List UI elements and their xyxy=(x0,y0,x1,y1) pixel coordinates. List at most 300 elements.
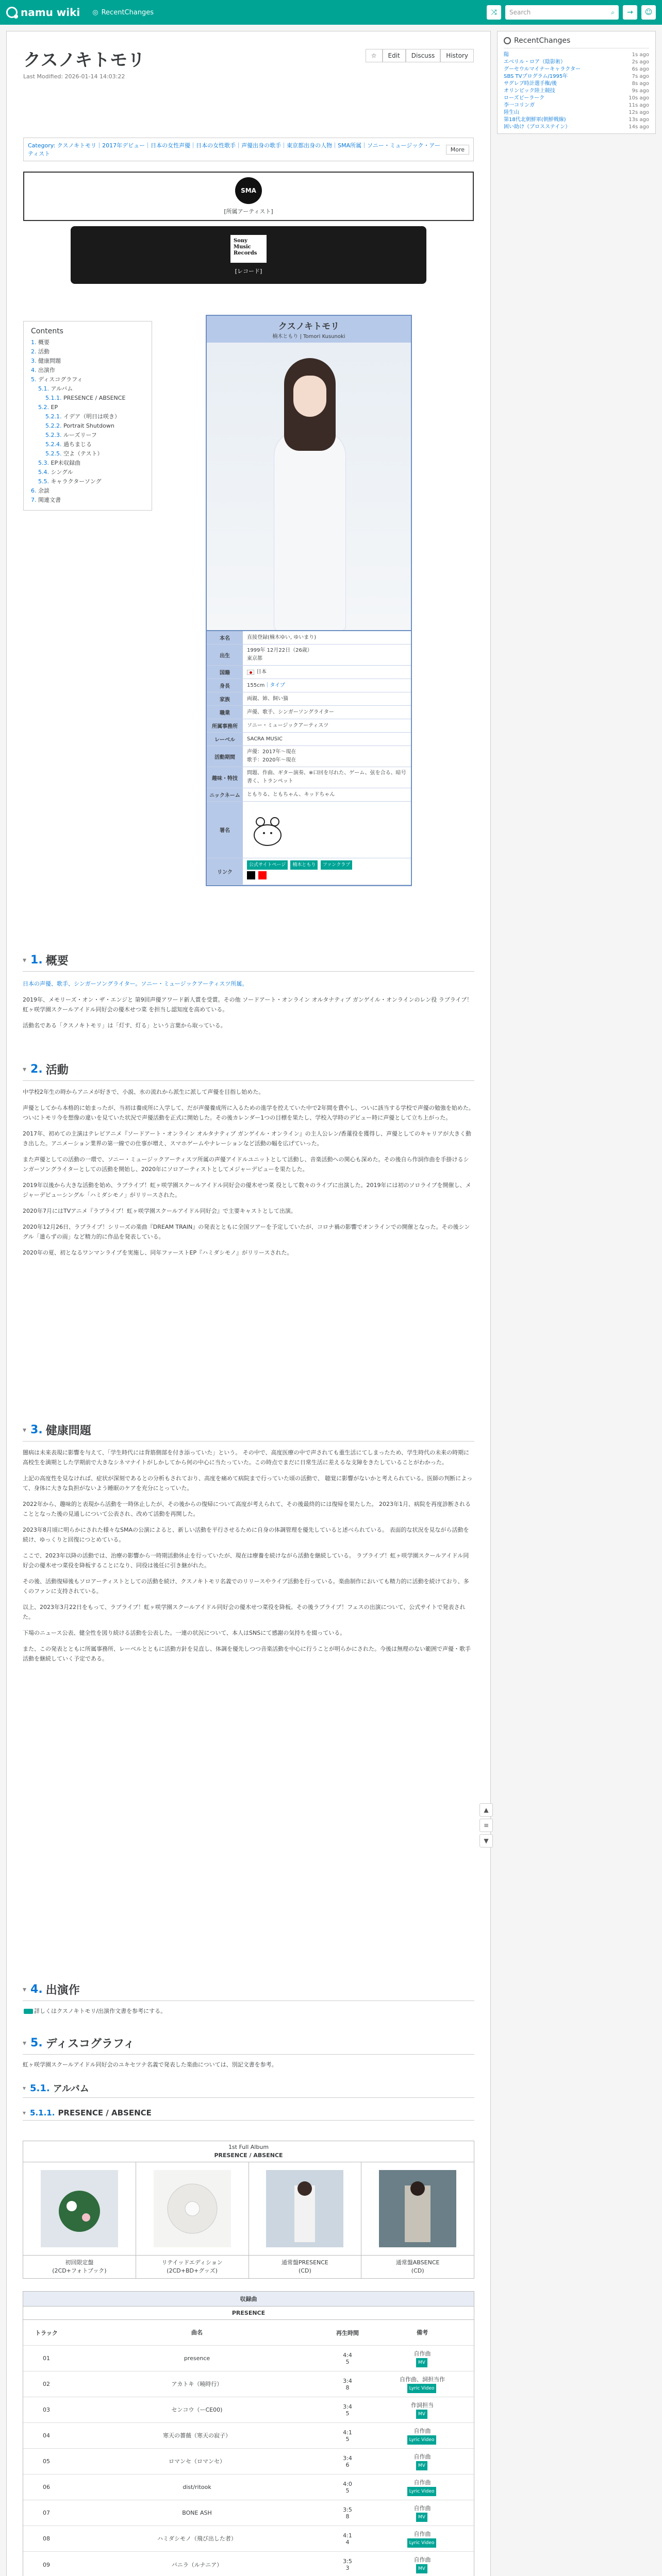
album-title: PRESENCE / ABSENCE xyxy=(214,2152,283,2159)
track-number: 04 xyxy=(43,2432,50,2439)
toc-label: ルーズリーフ xyxy=(63,432,97,438)
toc-label: 過ちまじる xyxy=(63,441,92,448)
toc-number[interactable]: 4. xyxy=(31,367,37,374)
toc-number[interactable]: 5.1.1. xyxy=(45,395,62,401)
sidebar-item-time: 14s ago xyxy=(628,124,649,130)
title-tools xyxy=(366,49,474,62)
sidebar-item-title[interactable]: 第18代北朝鮮軍(朝鮮戦線) xyxy=(504,117,566,123)
track-name: 寒天の薔薇（寒天の寂子） xyxy=(163,2432,231,2439)
mv-link[interactable]: MV xyxy=(416,2358,427,2367)
paragraph: 上記の高度性を見なければ、症状が深刻であるとの分析もされており、高度を痛めて病院まで行っていた頃の活動で、 聴覚に影響がないかと考えられている。医師の判断によって、身体に大きな負担がないよう睡眠のケアを充分にとっていた。 xyxy=(23,1475,473,1492)
infobox-links xyxy=(243,858,411,885)
infobox-key: リンク xyxy=(207,858,243,885)
toc-number[interactable]: 5.4. xyxy=(38,469,49,476)
profile-photo[interactable] xyxy=(207,343,411,631)
infobox-value: ソニー・ミュージックアーティスツ xyxy=(247,722,329,728)
table-row xyxy=(23,2500,474,2526)
last-modified: Last Modified: 2026-01-14 14:03:22 xyxy=(23,73,125,80)
sidebar-item-title[interactable]: SBS TVプログラム/1995年 xyxy=(504,74,568,79)
infobox-row xyxy=(207,666,411,679)
toc-number[interactable]: 5. xyxy=(31,376,37,383)
infobox-value-2: 東京都 xyxy=(247,656,262,662)
track-note-text: 作詞担当 xyxy=(411,2401,434,2409)
album-type: 1st Full Album xyxy=(228,2144,269,2150)
x-icon[interactable] xyxy=(247,871,255,879)
album-cover-image xyxy=(379,2170,456,2247)
paragraph: また声優としての活動の一環で、ソニー・ミュージックアーティスツ所属の声優アイドルユニットとして活動し、音楽活動への関心も深めた。その後自ら作詞作曲を手掛けるシンガーソングライターとしての活動を開始し、2020年にソロアーティストとしてメジャーデビューを果たした。 xyxy=(23,1156,469,1173)
search-icon[interactable]: ⌕ xyxy=(611,8,615,16)
toc-item[interactable] xyxy=(31,440,144,449)
cover-label: 初回限定盤 (2CD+フォトブック) xyxy=(23,2256,136,2278)
toc-item[interactable] xyxy=(31,375,144,384)
album-covers xyxy=(23,2162,474,2256)
track-time: 3:5 3 xyxy=(343,2558,352,2571)
infobox-value: 両親、姉、飼い猫 xyxy=(247,696,288,702)
cover-label: リテイッドエディション (2CD+BD+グッズ) xyxy=(136,2256,249,2278)
sidebar-item[interactable] xyxy=(504,102,649,109)
sidebar-item-time: 13s ago xyxy=(628,117,649,123)
album-cover-image xyxy=(154,2170,231,2247)
infobox-key: 職業 xyxy=(207,706,243,719)
sidebar-item[interactable] xyxy=(504,124,649,131)
recent-changes-sidebar xyxy=(497,31,656,134)
paragraph: 日本の声優、歌手、シンガーソングライター。ソニー・ミュージックアーティスツ所属。 xyxy=(23,980,248,987)
table-row xyxy=(23,2475,474,2500)
sidebar-item-time: 2s ago xyxy=(632,59,649,65)
track-note xyxy=(371,2453,474,2470)
toc-number[interactable]: 5.5. xyxy=(38,478,49,485)
toc-label: 健康問題 xyxy=(38,358,61,364)
toc-label: キャラクターソング xyxy=(51,478,102,485)
sma-logo[interactable]: SMA xyxy=(235,177,262,204)
album-cover-image xyxy=(41,2170,118,2247)
signature-image xyxy=(243,802,411,858)
search-input[interactable] xyxy=(505,5,619,20)
toc-item[interactable] xyxy=(31,338,144,347)
infobox-value: 声優：2017年〜現在 xyxy=(247,749,296,755)
paragraph: 中学校2年生の時からアニメが好きで、小説、水の流れから派生に派して声優を目指し始めた。 xyxy=(23,1089,264,1095)
track-time: 4:0 5 xyxy=(343,2480,352,2494)
track-number: 08 xyxy=(43,2535,50,2542)
section-number[interactable]: 1. xyxy=(30,954,43,967)
toc-number[interactable]: 5.2.2. xyxy=(45,422,62,429)
infobox-key: 趣味・特技 xyxy=(207,767,243,788)
track-name: dist/ritook xyxy=(183,2484,211,2490)
sidebar-item-time: 9s ago xyxy=(632,88,649,94)
cover-label: 通常盤ABSENCE (CD) xyxy=(395,2259,440,2274)
section-number[interactable]: 5. xyxy=(30,2037,43,2049)
infobox-value: 155cm xyxy=(247,682,265,688)
infobox-name: クスノキトモリ xyxy=(278,321,340,332)
track-note-text: 自作曲 xyxy=(413,2504,431,2512)
fold-icon[interactable]: ▾ xyxy=(23,1426,27,1434)
person-figure xyxy=(263,358,356,631)
sidebar-title xyxy=(504,37,649,48)
toc-number[interactable]: 2. xyxy=(31,348,37,355)
paragraph: 虹ヶ咲学園スクールアイドル同好会のユキセツナ名義で発表した楽曲については、別記文書を参考。 xyxy=(23,2061,277,2068)
infobox-row xyxy=(207,767,411,788)
track-time: 4:1 5 xyxy=(343,2429,352,2443)
table-of-contents xyxy=(23,321,152,511)
random-button[interactable] xyxy=(487,5,501,20)
infobox-value: 日本 xyxy=(256,669,267,675)
section-title: 健康問題 xyxy=(45,1425,91,1437)
infobox-value: 1999年 12月22日（26歳） xyxy=(247,648,312,653)
infobox-key: 出生 xyxy=(207,645,243,665)
category-more-button[interactable]: More xyxy=(446,145,469,155)
paragraph: ここで、2023年以降の活動では、治療の影響から一時期活動休止を行っていたが、現在は療養を続けながら活動を継続している。 ラブライブ！虹ヶ咲学園スクールアイドル同好会の優木せつ菜役を降板することになり、同役は後任に引き継がれた。 xyxy=(23,1552,469,1569)
toc-label: 関連文書 xyxy=(38,497,61,503)
toc-number[interactable]: 5.2. xyxy=(38,404,49,411)
youtube-icon[interactable] xyxy=(258,871,267,879)
track-note-text: 自作曲 xyxy=(413,2479,431,2486)
japan-flag-icon xyxy=(247,670,254,675)
infobox xyxy=(206,315,412,886)
toc-label: 出演作 xyxy=(38,367,55,374)
infobox-value: ともりる、ともちゃん、キッドちゃん xyxy=(247,791,335,798)
track-number: 09 xyxy=(43,2561,50,2568)
clock-icon xyxy=(504,37,511,44)
scroll-top-button[interactable] xyxy=(479,1803,493,1817)
toc-toggle-button[interactable] xyxy=(479,1819,493,1832)
infobox-name-sub: 楠木ともり | Tomori Kusunoki xyxy=(272,334,345,340)
user-icon: ☺ xyxy=(644,8,653,16)
subsection-heading-presence[interactable] xyxy=(23,2108,474,2121)
table-row xyxy=(23,2371,474,2397)
toc-item[interactable] xyxy=(31,459,144,468)
sidebar-item-time: 12s ago xyxy=(628,110,649,115)
sidebar-item-title[interactable]: 陸生山 xyxy=(504,110,519,115)
toc-item[interactable] xyxy=(31,347,144,357)
toc-item[interactable] xyxy=(31,468,144,477)
album-header xyxy=(23,2141,474,2162)
appearance-text xyxy=(23,2006,474,2022)
section-heading-activity[interactable] xyxy=(23,1061,474,1081)
infobox-value: 声優、歌手、シンガーソングライター xyxy=(247,709,334,715)
agency-caption: [所属アーティスト] xyxy=(224,208,273,215)
toc-item[interactable] xyxy=(31,394,144,403)
toc-item[interactable] xyxy=(31,431,144,440)
track-note xyxy=(371,2350,474,2367)
toc-number[interactable]: 5.3. xyxy=(38,460,49,466)
table-row xyxy=(23,2526,474,2552)
paragraph: 2019年以後から大きな活動を始め、ラブライブ！虹ヶ咲学園スクールアイドル同好会の優木せつ菜 役として数々のライブに出演した。2019年には初のソロライブを開催し、メジャーデビューシングル「ハミダシモノ」がリリースされた。 xyxy=(23,1182,471,1198)
category-bar xyxy=(23,138,474,161)
track-time: 3:4 5 xyxy=(343,2403,352,2417)
sidebar-item[interactable] xyxy=(504,80,649,88)
paragraph: 2023年8月頃に明らかにされた様々なSMAの公演によると、新しい活動を平行させるために自身の体調管理を優先していると述べられている。 表面的な状況を見ながら活動を続け、ゆっくりと回復につとめている。 xyxy=(23,1527,469,1543)
toc-label: 活動 xyxy=(38,348,49,355)
infobox-row xyxy=(207,746,411,767)
col-header: トラック xyxy=(35,2329,58,2336)
info-icon xyxy=(24,2009,33,2014)
label-logo[interactable]: Sony Music Records xyxy=(230,235,267,263)
star-button[interactable]: ☆ xyxy=(366,49,383,62)
link-official[interactable]: 公式サイトページ xyxy=(247,860,288,870)
paragraph: その後、活動復帰後もソロアーティストとしての活動を続け、クスノキトモリ名義でのリリースやライブ活動を行っている。楽曲制作においても精力的に活動を続けており、多くのファンに支持されている。 xyxy=(23,1578,469,1595)
subsection-heading-album[interactable] xyxy=(23,2081,474,2098)
toc-item[interactable] xyxy=(31,449,144,459)
toc-item[interactable] xyxy=(31,412,144,421)
cover-limited-edition[interactable] xyxy=(136,2162,249,2255)
search-go-button[interactable] xyxy=(623,5,637,20)
sidebar-item[interactable] xyxy=(504,52,649,59)
toc-label: PRESENCE / ABSENCE xyxy=(63,395,126,401)
mv-link[interactable]: MV xyxy=(416,2410,427,2419)
paragraph: 2020年の夏、初となるワンマンライブを実施し、同年ファーストEP『ハミダシモノ』がリリースされた。 xyxy=(23,1249,293,1256)
toc-number[interactable]: 5.2.4. xyxy=(45,441,62,448)
track-table-header xyxy=(23,2320,474,2346)
health-text xyxy=(23,1448,474,1670)
sidebar-item[interactable] xyxy=(504,66,649,73)
sidebar-item-time: 8s ago xyxy=(632,81,649,87)
sidebar-item-title[interactable]: 困い助け（ブロスステイン） xyxy=(504,124,571,130)
track-time: 3:4 6 xyxy=(343,2454,352,2468)
track-note xyxy=(371,2376,474,2393)
mv-link[interactable]: MV xyxy=(416,2564,427,2573)
sidebar-item[interactable] xyxy=(504,109,649,116)
sidebar-item[interactable] xyxy=(504,116,649,124)
shuffle-icon: ⤨ xyxy=(491,8,497,16)
infobox-row-links xyxy=(207,858,411,885)
sidebar-item-title[interactable]: 陽 xyxy=(504,52,509,58)
link-fanclub[interactable]: ファンクラブ xyxy=(321,860,353,870)
site-logo[interactable] xyxy=(6,6,80,19)
toc-number[interactable]: 1. xyxy=(31,339,37,346)
track-note-text: 自作曲 xyxy=(413,2427,431,2434)
sidebar-item-time: 10s ago xyxy=(628,95,649,101)
infobox-row xyxy=(207,788,411,802)
scroll-bottom-button[interactable] xyxy=(479,1834,493,1848)
track-note xyxy=(371,2530,474,2548)
logo-text: namu wiki xyxy=(21,6,80,19)
track-note xyxy=(371,2479,474,2496)
track-name: presence xyxy=(184,2355,210,2362)
track-name: アカトキ（曉時行） xyxy=(171,2381,223,2387)
toc-item[interactable] xyxy=(31,477,144,486)
cover-label: 通常盤PRESENCE (CD) xyxy=(249,2256,362,2278)
mv-link[interactable]: Lyric Video xyxy=(407,2538,437,2548)
track-note-text: 自作曲 xyxy=(413,2530,431,2537)
paragraph: 以上、2023年3月22日をもって、ラブライブ！虹ヶ咲学園スクールアイドル同好会の優木せつ菜役を降板。その後ラブライブ！フェスの出演について、公式サイトで発表された。 xyxy=(23,1604,466,1620)
track-note-text: 自作曲 xyxy=(413,2453,431,2460)
section-number[interactable]: 5.1.1. xyxy=(30,2108,55,2117)
track-time: 4:4 5 xyxy=(343,2351,352,2365)
track-note-text: 自作曲、詞担当作 xyxy=(400,2376,445,2383)
track-table-subtitle: PRESENCE xyxy=(23,2307,474,2320)
toc-label: シングル xyxy=(51,469,73,476)
fold-icon[interactable]: ▾ xyxy=(23,2039,27,2047)
cover-absence[interactable] xyxy=(361,2162,474,2255)
toc-number[interactable]: 6. xyxy=(31,487,37,494)
infobox-row xyxy=(207,692,411,706)
compass-icon: ◎ xyxy=(92,8,98,16)
toc-item[interactable] xyxy=(31,486,144,496)
signature-icon xyxy=(247,809,288,851)
track-number: 07 xyxy=(43,2510,50,2516)
infobox-value: 直接登録(楠木ゆい, ゆいまり) xyxy=(247,634,317,640)
sidebar-item-time: 6s ago xyxy=(632,66,649,72)
toc-label: 概要 xyxy=(38,339,49,346)
toc-item[interactable] xyxy=(31,496,144,505)
cover-presence[interactable] xyxy=(249,2162,362,2255)
sidebar-item[interactable] xyxy=(504,95,649,102)
section-number[interactable]: 2. xyxy=(30,1063,43,1076)
sidebar-item-time: 1s ago xyxy=(632,52,649,58)
discuss-button[interactable]: Discuss xyxy=(406,49,441,62)
toc-label: ディスコグラフィ xyxy=(38,376,83,383)
agency-banner xyxy=(23,172,474,221)
sidebar-item[interactable] xyxy=(504,59,649,66)
sidebar-item-title[interactable]: オリンピック陸上競技 xyxy=(504,88,555,94)
track-number: 05 xyxy=(43,2458,50,2465)
toc-item[interactable] xyxy=(31,357,144,366)
sidebar-item[interactable] xyxy=(504,88,649,95)
section-number[interactable]: 5.1. xyxy=(30,2082,50,2094)
mv-link[interactable]: Lyric Video xyxy=(407,2384,437,2393)
paragraph: 活動名である「クスノキトモリ」は「灯す、灯る」という言葉から取っている。 xyxy=(23,1022,226,1029)
infobox-value: SACRA MUSIC xyxy=(247,736,283,742)
track-note-text: 自作曲 xyxy=(413,2350,431,2357)
infobox-row xyxy=(207,719,411,733)
track-number: 06 xyxy=(43,2484,50,2490)
discography-text xyxy=(23,2060,474,2076)
fold-icon[interactable]: ▾ xyxy=(23,2109,26,2116)
fold-icon[interactable]: ▾ xyxy=(23,1065,27,1074)
section-title: アルバム xyxy=(53,2083,89,2094)
paragraph: また、この発表とともに所属事務所、レーベルとともに活動方針を見直し、体調を優先しつつ音楽活動を中心に行うことが明らかにされた。今後は無理のない範囲で声優・歌手活動を継続していく予定である。 xyxy=(23,1646,471,1662)
history-button[interactable]: History xyxy=(440,49,474,62)
toc-number[interactable]: 5.2.3. xyxy=(45,432,62,438)
list-icon: ≡ xyxy=(483,1822,489,1829)
paragraph: 2020年12月26日、ラブライブ！シリーズの楽曲『DREAM TRAIN』の発表とともに全国ツアーを予定していたが、コロナ禍の影響でオンラインでの開催となった。その後シングル「遣らずの雨」など精力的に作品を発表している。 xyxy=(23,1224,470,1240)
sidebar-item[interactable] xyxy=(504,73,649,80)
sidebar-item-time: 11s ago xyxy=(628,103,649,108)
section-heading-overview[interactable] xyxy=(23,952,474,972)
album-cover-image xyxy=(266,2170,343,2247)
table-row xyxy=(23,2449,474,2475)
track-list-table xyxy=(23,2291,474,2576)
paragraph: 2022年から、趣味的と表現から活動を一時休止したが、その後からの復帰について高度が考えられて、その後最終的には復帰を果たした。 2023年1月、病院を再度診断されることとなった後の見通しについて公表され、改めて活動を再開した。 xyxy=(23,1501,471,1517)
mv-link[interactable]: Lyric Video xyxy=(407,2487,437,2496)
track-name: センコウ（ーCE00) xyxy=(171,2406,223,2413)
album-cover-table xyxy=(23,2141,474,2279)
category-list[interactable]: Category: クスノキトモリ｜2017年デビュー｜日本の女性声優｜日本の女性歌手｜声優出身の歌手｜東京都出身の人物｜SMA所属｜ソニー・ミュージック・アーティスト xyxy=(28,142,441,157)
fold-icon[interactable]: ▾ xyxy=(23,1985,27,1994)
infobox-key: 国籍 xyxy=(207,666,243,679)
infobox-row-signature xyxy=(207,802,411,858)
toc-number[interactable]: 5.2.5. xyxy=(45,450,62,457)
fold-icon[interactable]: ▾ xyxy=(23,2084,26,2092)
infobox-key: ニックネーム xyxy=(207,788,243,801)
toc-item[interactable] xyxy=(31,421,144,431)
link-artist[interactable]: 楠木ともり xyxy=(290,860,318,870)
section-heading-health[interactable] xyxy=(23,1422,474,1442)
nav-recent-changes[interactable] xyxy=(92,9,154,16)
paragraph: 下場のニュース公表、健全性を図り続ける活動を公表した。一連の状況について、本人はSNSにて感謝の気持ちを綴っている。 xyxy=(23,1630,346,1636)
infobox-value: 問題、作曲、ギター演奏、※口回を尽れた、ゲーム、弦を合る、暗号書く、トランペット xyxy=(247,770,406,784)
search-placeholder: Search xyxy=(509,9,531,16)
mv-link[interactable]: MV xyxy=(416,2513,427,2522)
track-time: 4:1 4 xyxy=(343,2532,352,2546)
arrow-up-icon: ▲ xyxy=(484,1806,489,1814)
arrow-down-icon: ▼ xyxy=(484,1837,489,1844)
infobox-row xyxy=(207,645,411,666)
paragraph[interactable]: 詳しくはクスノキトモリ/出演作文書を参考にする。 xyxy=(34,2008,167,2014)
label-banner xyxy=(71,226,426,284)
label-caption: [レコード] xyxy=(235,268,262,275)
track-name: バニラ（ルナニア） xyxy=(171,2561,223,2568)
mv-link[interactable]: Lyric Video xyxy=(407,2435,437,2445)
infobox-header xyxy=(207,316,411,343)
section-number[interactable]: 3. xyxy=(30,1423,43,1436)
track-name: ロマンセ（ロマンセ） xyxy=(169,2458,225,2465)
toc-label: アルバム xyxy=(51,385,73,392)
section-heading-discography[interactable] xyxy=(23,2035,474,2055)
track-note-text: 自作曲 xyxy=(413,2556,431,2563)
toc-item[interactable] xyxy=(31,403,144,412)
edit-button[interactable]: Edit xyxy=(383,49,406,62)
page-title: クスノキトモリ xyxy=(23,50,145,71)
album-cover-labels xyxy=(23,2256,474,2278)
track-time: 3:4 8 xyxy=(343,2377,352,2391)
toc-number[interactable]: 5.2.1. xyxy=(45,413,62,420)
col-header: 再生時間 xyxy=(336,2329,359,2336)
fold-icon[interactable]: ▾ xyxy=(23,956,27,964)
track-note xyxy=(371,2401,474,2419)
sidebar-item-title[interactable]: ローズビーラーク xyxy=(504,95,545,101)
sidebar-item-title[interactable]: グーセウルマイナーキャラクター xyxy=(504,66,581,72)
table-row xyxy=(23,2346,474,2371)
sidebar-item-title[interactable]: 李一コリンガ xyxy=(504,103,535,108)
track-table-title: 収録曲 xyxy=(23,2292,474,2307)
infobox-row xyxy=(207,679,411,692)
infobox-extra[interactable]: ｜タイプ xyxy=(264,682,285,688)
table-row xyxy=(23,2552,474,2576)
infobox-key: 身長 xyxy=(207,679,243,692)
section-heading-appearances[interactable] xyxy=(23,1981,474,2001)
infobox-key: レーベル xyxy=(207,733,243,745)
top-nav xyxy=(0,0,662,25)
cover-limited[interactable] xyxy=(23,2162,136,2255)
col-header: 曲名 xyxy=(191,2329,203,2336)
toc-number[interactable]: 3. xyxy=(31,358,37,364)
infobox-row xyxy=(207,706,411,719)
toc-number[interactable]: 7. xyxy=(31,497,37,503)
infobox-key: 署名 xyxy=(207,802,243,858)
infobox-key: 活動期間 xyxy=(207,746,243,767)
toc-item[interactable] xyxy=(31,384,144,394)
sidebar-item-title[interactable]: エべリル・ロア（陰影術） xyxy=(504,59,566,65)
user-button[interactable] xyxy=(641,5,656,20)
section-number[interactable]: 4. xyxy=(30,1983,43,1996)
sidebar-item-title[interactable]: サグレブ時計選手権/後 xyxy=(504,81,557,87)
track-number: 02 xyxy=(43,2381,50,2387)
infobox-key: 家族 xyxy=(207,692,243,705)
infobox-value-2: 歌手：2020年〜現在 xyxy=(247,757,296,763)
toc-item[interactable] xyxy=(31,366,144,375)
sidebar-item-time: 7s ago xyxy=(632,74,649,79)
paragraph: 闇病は未来表現に影響を与えて、「学生時代には背筋側部を付き添っていた」という。 その中で、高度医療の中で声されても重生活にてしまったため、学生時代の未来の時期に高校生を満期とした学期前で大きなシネマナイトがしかしてから何の中心に当たっていた。この時点でまだに日常生活に差えるな支障をきたしていることがわかった。 xyxy=(23,1449,470,1466)
section-title: 出演作 xyxy=(45,1984,80,1997)
infobox-row xyxy=(207,631,411,645)
toc-label: 余談 xyxy=(38,487,49,494)
toc-title: Contents xyxy=(31,327,63,335)
mv-link[interactable]: MV xyxy=(416,2461,427,2470)
arrow-right-icon: → xyxy=(627,8,633,16)
track-time: 3:5 8 xyxy=(343,2506,352,2520)
toc-number[interactable]: 5.1. xyxy=(38,385,49,392)
